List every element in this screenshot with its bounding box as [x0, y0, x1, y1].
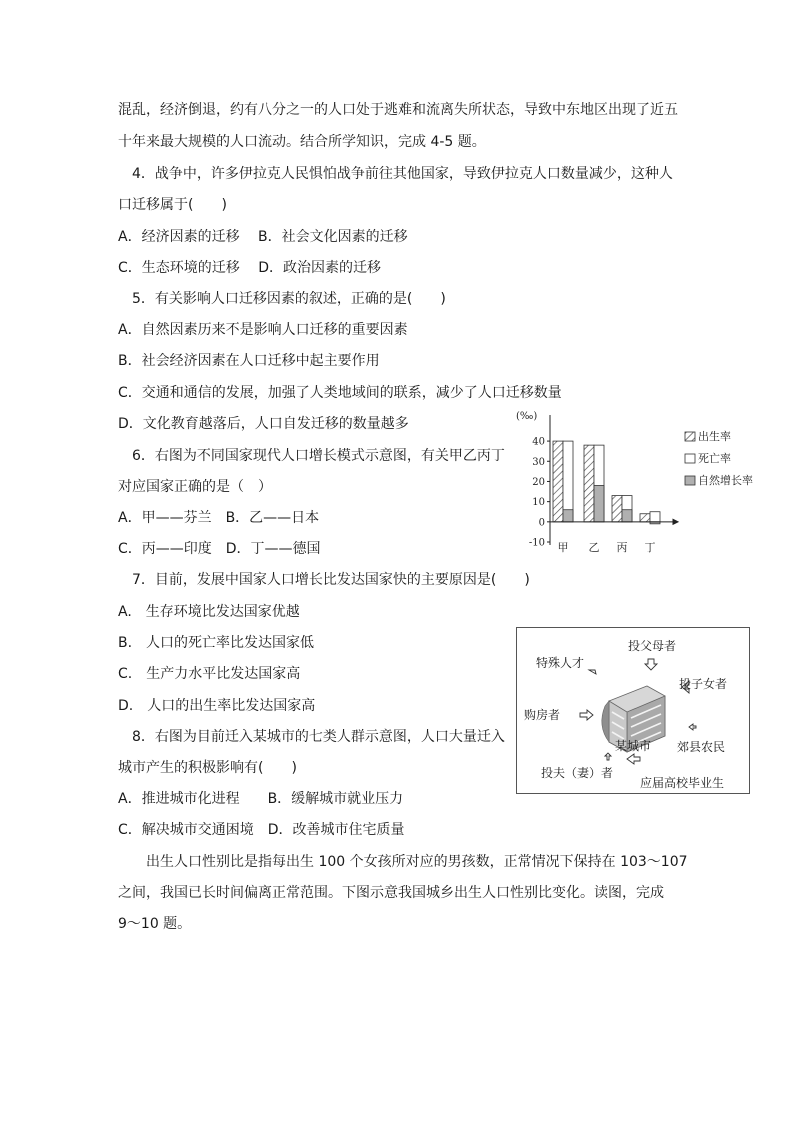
question-7-option-b: B. 人口的死亡率比发达国家低 — [118, 635, 315, 651]
question-4-stem: 4．战争中，许多伊拉克人民惧怕战争前往其他国家，导致伊拉克人口数量减少，这种人 — [132, 166, 673, 182]
intro-9-10-cont: 之间，我国已长时间偏离正常范围。下图示意我国城乡出生人口性别比变化。读图，完成 — [118, 885, 664, 901]
label-spouse: 投夫（妻）者 — [541, 766, 614, 780]
question-6-stem: 6．右图为不同国家现代人口增长模式示意图，有关甲乙丙丁 — [132, 448, 505, 464]
arrow-icon — [689, 724, 696, 730]
label-home-buyers: 购房者 — [524, 708, 561, 722]
arrow-icon — [627, 754, 640, 764]
label-parents: 投父母者 — [628, 639, 677, 653]
arrow-icon — [589, 670, 596, 674]
y-tick-label: 0 — [538, 517, 545, 529]
arrow-icon — [580, 710, 593, 720]
label-graduates: 应届高校毕业生 — [640, 776, 725, 790]
question-6-stem-cont: 对应国家正确的是（ ） — [118, 479, 272, 495]
question-7-option-c: C. 生产力水平比发达国家高 — [118, 666, 301, 682]
label-city: 某城市 — [615, 739, 652, 753]
legend-swatch — [685, 476, 695, 485]
question-6-options-ab: A．甲——芬兰 B．乙——日本 — [118, 510, 320, 526]
legend-swatch — [685, 432, 695, 441]
intro-9-10: 出生人口性别比是指每出生 100 个女孩所对应的男孩数，正常情况下保持在 103～107 — [146, 854, 688, 870]
text-line: 十年来最大规模的人口流动。结合所学知识，完成 4-5 题。 — [118, 134, 486, 150]
bar-birth-rate — [584, 445, 594, 522]
question-5-option-d: D．文化教育越落后，人口自发迁移的数量越多 — [118, 416, 409, 432]
bar-natural-growth — [594, 485, 604, 521]
arrow-icon — [605, 753, 611, 760]
population-growth-chart — [508, 405, 770, 555]
label-suburban-farmers: 郊县农民 — [677, 740, 726, 754]
y-tick-label: 20 — [532, 476, 545, 488]
bar-birth-rate — [553, 441, 563, 522]
x-category-label: 丁 — [644, 541, 656, 554]
question-7-option-d: D. 人口的出生率比发达国家高 — [118, 698, 316, 714]
question-4-options-cd: C．生态环境的迁移 D．政治因素的迁移 — [118, 260, 382, 276]
question-5-option-c: C．交通和通信的发展，加强了人类地域间的联系，减少了人口迁移数量 — [118, 385, 562, 401]
bar-natural-growth — [563, 510, 573, 522]
x-category-label: 丙 — [616, 541, 628, 554]
intro-9-10-end: 9～10 题。 — [118, 916, 192, 932]
bar-death-rate — [650, 512, 660, 522]
question-8-options-cd: C．解决城市交通困境 D．改善城市住宅质量 — [118, 822, 405, 838]
question-5-stem: 5．有关影响人口迁移因素的叙述，正确的是( ) — [132, 291, 446, 307]
x-category-label: 甲 — [557, 541, 569, 554]
y-tick-label: 30 — [532, 456, 545, 468]
question-7-stem: 7．目前，发展中国家人口增长比发达国家快的主要原因是( ) — [132, 572, 530, 588]
y-tick-label: 10 — [532, 497, 545, 509]
legend-swatch — [685, 454, 695, 463]
y-tick-label: 40 — [532, 436, 545, 448]
x-category-label: 乙 — [588, 541, 600, 554]
question-4-stem-cont: 口迁移属于( ) — [118, 197, 227, 213]
question-5-option-b: B．社会经济因素在人口迁移中起主要作用 — [118, 353, 380, 369]
legend-label: 死亡率 — [698, 452, 731, 465]
legend-label: 出生率 — [698, 430, 731, 443]
legend-label: 自然增长率 — [698, 474, 753, 487]
arrow-icon — [645, 659, 657, 670]
label-special-talents: 特殊人才 — [536, 656, 585, 670]
y-axis-unit: (‰) — [516, 411, 538, 422]
label-children: 投子女者 — [679, 677, 728, 691]
question-4-options-ab: A．经济因素的迁移 B．社会文化因素的迁移 — [118, 229, 408, 245]
question-5-option-a: A．自然因素历来不是影响人口迁移的重要因素 — [118, 322, 408, 338]
city-migration-diagram — [516, 627, 750, 794]
bar-natural-growth — [622, 510, 632, 522]
question-8-stem: 8．右图为目前迁入某城市的七类人群示意图，人口大量迁入 — [132, 729, 505, 745]
diagram-svg — [517, 628, 749, 793]
y-tick-label: -10 — [528, 537, 545, 549]
question-8-stem-cont: 城市产生的积极影响有( ) — [118, 760, 297, 776]
question-7-option-a: A. 生存环境比发达国家优越 — [118, 604, 300, 620]
question-8-options-ab: A．推进城市化进程 B．缓解城市就业压力 — [118, 791, 404, 807]
text-line: 混乱，经济倒退，约有八分之一的人口处于逃难和流离失所状态，导致中东地区出现了近五 — [118, 102, 678, 118]
chart-svg — [508, 405, 770, 555]
bar-birth-rate — [612, 496, 622, 522]
question-6-options-cd: C．丙——印度 D．丁——德国 — [118, 541, 321, 557]
bar-birth-rate — [640, 514, 650, 522]
